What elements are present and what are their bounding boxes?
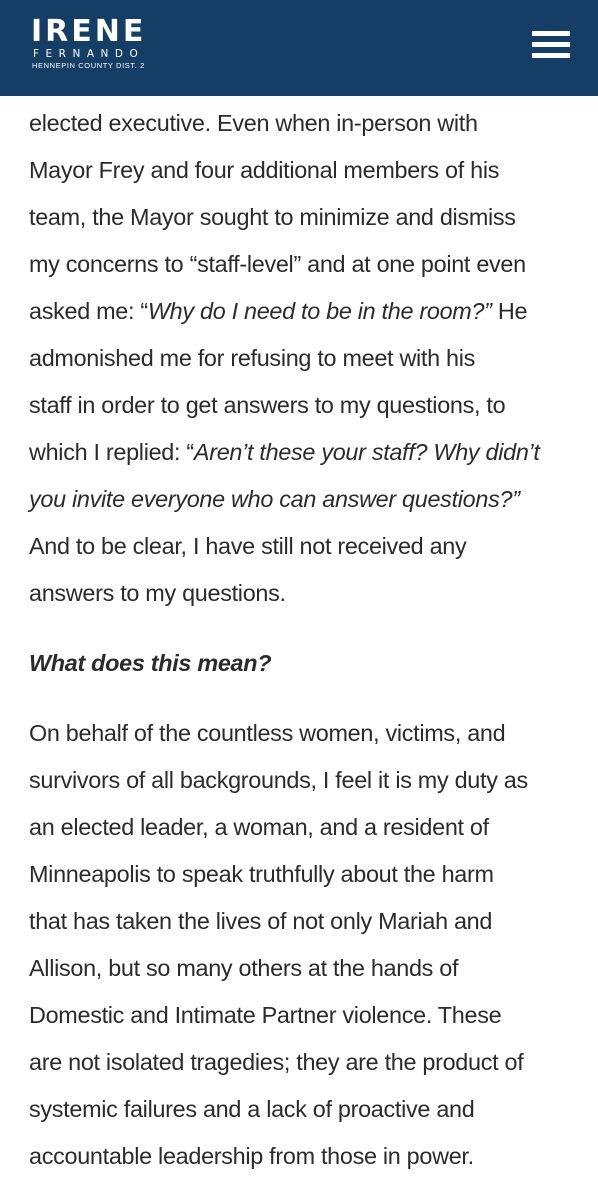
quote-text: you invite everyone who can answer questions?” <box>29 486 520 512</box>
hamburger-menu-icon[interactable] <box>532 29 570 59</box>
text-line: Allison, but so many others at the hands of <box>29 955 459 981</box>
text-line: Domestic and Intimate Partner violence. These <box>29 1002 502 1028</box>
text-line <box>29 476 579 523</box>
text-fragment: asked me: “ <box>29 298 148 324</box>
article-paragraph <box>29 710 579 1180</box>
text-line: systemic failures and a lack of proactive and <box>29 1096 475 1122</box>
text-line: survivors of all backgrounds, I feel it is my duty as <box>29 767 528 793</box>
text-line: answers to my questions. <box>29 580 286 606</box>
text-line <box>29 429 579 476</box>
text-line: team, the Mayor sought to minimize and dismiss <box>29 204 516 230</box>
text-line: On behalf of the countless women, victims, and <box>29 720 506 746</box>
text-line: are not isolated tragedies; they are the product of <box>29 1049 524 1075</box>
menu-bar <box>532 53 570 58</box>
text-line: Minneapolis to speak truthfully about the harm <box>29 861 494 887</box>
menu-bar <box>532 42 570 47</box>
text-line <box>29 288 579 335</box>
text-line: that has taken the lives of not only Mariah and <box>29 908 493 934</box>
text-fragment: which I replied: “ <box>29 439 194 465</box>
site-header <box>0 0 598 96</box>
section-heading: What does this mean? <box>29 650 272 676</box>
text-line: my concerns to “staff-level” and at one point even <box>29 251 526 277</box>
text-line: staff in order to get answers to my questions, to <box>29 392 506 418</box>
article-paragraph <box>29 100 579 617</box>
logo-district: HENNEPIN COUNTY DIST. 2 <box>32 61 145 70</box>
text-line: And to be clear, I have still not received any <box>29 533 467 559</box>
logo-surname: FERNANDO <box>33 48 145 60</box>
logo-name: IRENE <box>31 14 147 49</box>
text-line: accountable leadership from those in power. <box>29 1143 474 1169</box>
site-logo[interactable] <box>31 14 147 70</box>
text-line: Mayor Frey and four additional members of his <box>29 157 500 183</box>
quote-text: Why do I need to be in the room?” <box>147 298 492 324</box>
quote-text: Aren’t these your staff? Why didn’t <box>193 439 540 465</box>
text-line: admonished me for refusing to meet with his <box>29 345 476 371</box>
article-body <box>29 100 579 1180</box>
text-line: an elected leader, a woman, and a resident of <box>29 814 489 840</box>
text-fragment: He <box>491 298 528 324</box>
text-line: elected executive. Even when in-person with <box>29 110 478 136</box>
menu-bar <box>532 31 570 36</box>
